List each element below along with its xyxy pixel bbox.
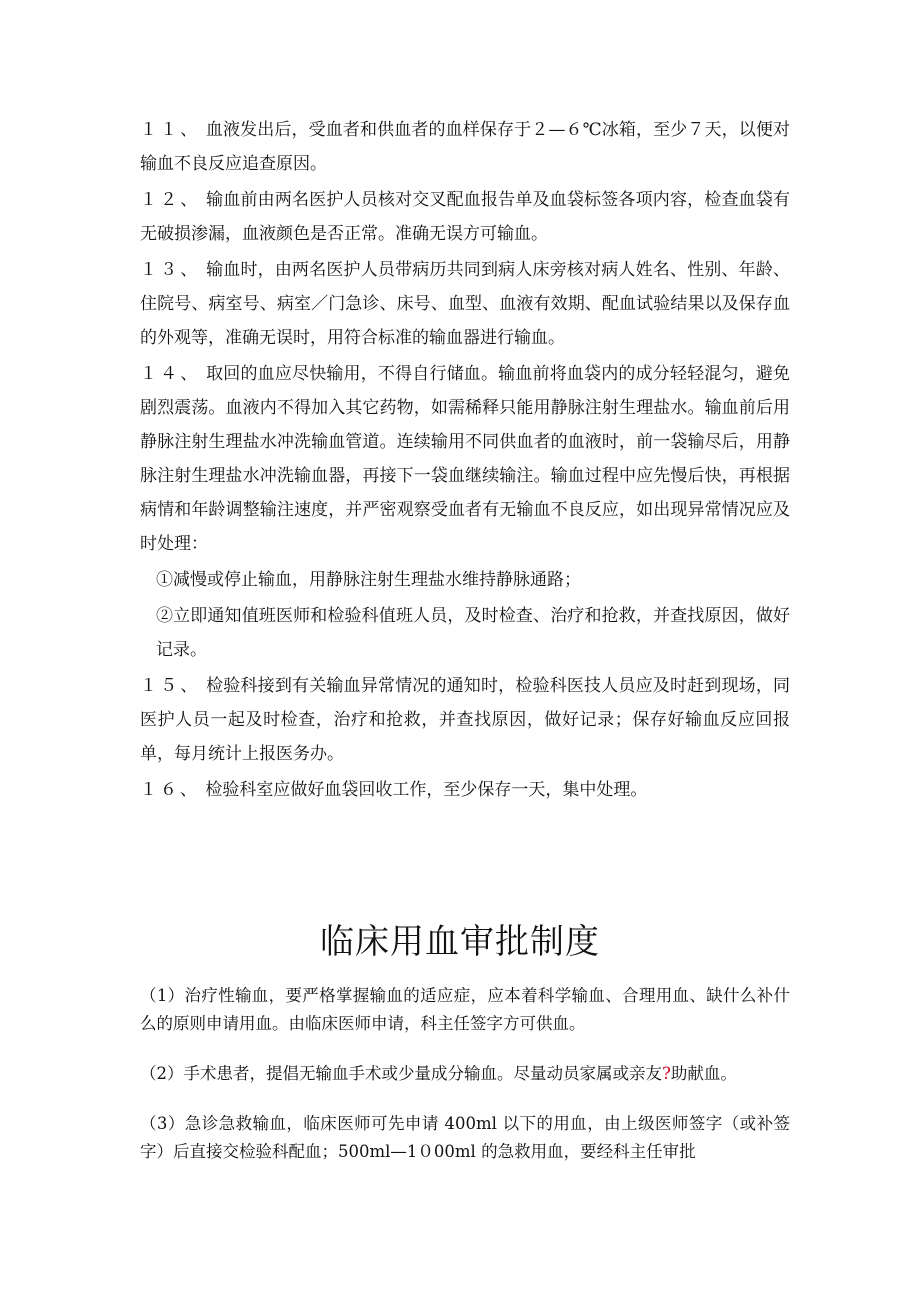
item-number: １３、 xyxy=(140,260,201,280)
item-number: １１、 xyxy=(140,120,201,140)
item-number: １４、 xyxy=(140,364,201,384)
approval-rules xyxy=(140,982,790,1188)
item-13 xyxy=(140,253,790,355)
item-text: 取回的血应尽快输用，不得自行储血。输血前将血袋内的成分轻轻混匀，避免剧烈震荡。血液内不得加入其它药物，如需稀释只能用静脉注射生理盐水。输血前后用静脉注射生理盐水冲洗输血管道。连续输用不同供血者的血液时，前一袋输尽后，用静脉注射生理盐水冲洗输血器，再接下一袋血继续输注。输血过程中应先慢后快，再根据病情和年龄调整输注速度，并严密观察受血者有无输血不良反应，如出现异常情况应及时处理： xyxy=(140,364,791,554)
item-14 xyxy=(140,357,790,561)
item-number: １５、 xyxy=(140,676,201,696)
item-number: １６、 xyxy=(140,780,200,800)
item-14-step-2 xyxy=(140,599,790,667)
item-15 xyxy=(140,669,790,771)
item-text: 血液发出后，受血者和供血者的血样保存于２—６℃冰箱，至少７天，以便对输血不良反应追查原因。 xyxy=(140,120,791,174)
step-text: ②立即通知值班医师和检验科值班人员，及时检查、治疗和抢救，并查找原因，做好记录。 xyxy=(156,606,790,660)
step-text: ①减慢或停止输血，用静脉注射生理盐水维持静脉通路； xyxy=(156,570,581,590)
item-16 xyxy=(140,773,790,807)
regulation-list xyxy=(140,113,790,809)
rule-2-text: （2）手术患者，提倡无输血手术或少量成分输血。尽量动员家属或亲友 xyxy=(140,1064,662,1083)
item-number: １２、 xyxy=(140,190,201,210)
item-12 xyxy=(140,183,790,251)
rule-3: （3）急诊急救输血，临床医师可先申请 400ml 以下的用血，由上级医师签字（或补签字）后直接交检验科配血；500ml—1０00ml 的急救用血，要经科主任审批 xyxy=(140,1114,790,1161)
item-text: 检验科室应做好血袋回收工作，至少保存一天，集中处理。 xyxy=(200,780,648,800)
rule-2-text-end: 助献血。 xyxy=(670,1064,737,1083)
item-text: 检验科接到有关输血异常情况的通知时，检验科医技人员应及时赶到现场，同医护人员一起及时检查，治疗和抢救，并查找原因，做好记录；保存好输血反应回报单，每月统计上报医务办。 xyxy=(140,676,791,764)
section-title: 临床用血审批制度 xyxy=(320,922,600,962)
item-text: 输血前由两名医护人员核对交叉配血报告单及血袋标签各项内容，检查血袋有无破损渗漏，血液颜色是否正常。准确无误方可输血。 xyxy=(140,190,791,244)
item-14-step-1 xyxy=(140,563,790,597)
item-11 xyxy=(140,113,790,181)
item-text: 输血时，由两名医护人员带病历共同到病人床旁核对病人姓名、性别、年龄、住院号、病室号、病室／门急诊、床号、血型、血液有效期、配血试验结果以及保存血的外观等，准确无误时，用符合标准的输血器进行输血。 xyxy=(140,260,791,348)
rule-1: （1）治疗性输血，要严格掌握输血的适应症，应本着科学输血、合理用血、缺什么补什么的原则申请用血。由临床医师申请，科主任签字方可供血。 xyxy=(140,986,790,1033)
rule-2 xyxy=(140,1060,790,1088)
question-mark: ? xyxy=(662,1064,671,1083)
